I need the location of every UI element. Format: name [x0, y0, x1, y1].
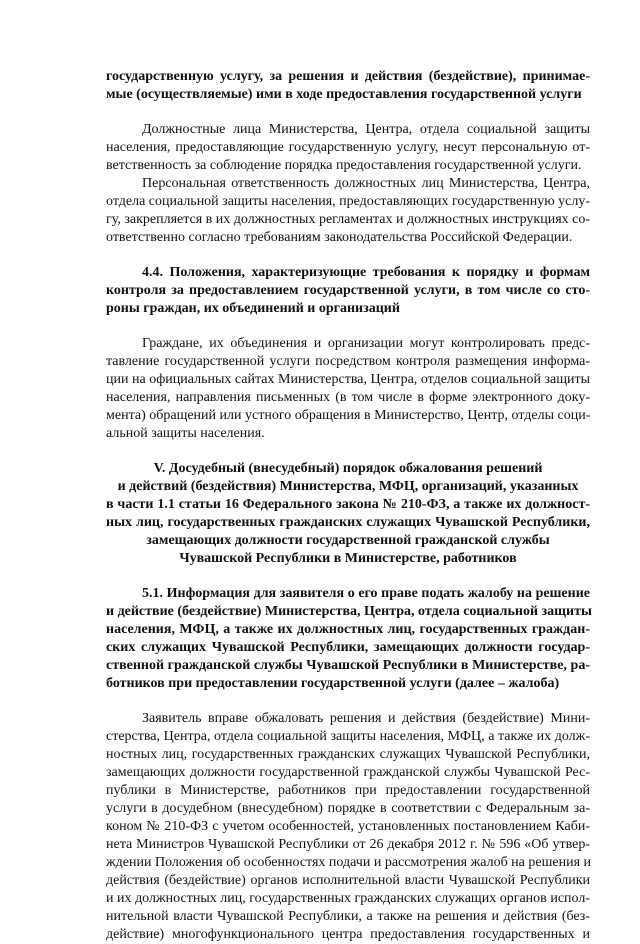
heading-line: государственную услугу, за решения и действия (бездействие), принимае- [106, 69, 590, 84]
heading-line: 5.1. Информация для заявителя о его праве подать жалобу на решение [142, 586, 590, 601]
continuation-heading [106, 68, 590, 104]
text-line: альной защиты населения. [106, 426, 265, 441]
text-line: Персональная ответственность должностных лиц Министерства, Центра, [142, 176, 590, 191]
text-line: нета Министров Чувашской Республики от 26 декабря 2012 г. № 596 «Об утвер- [106, 837, 590, 852]
heading-line: ских служащих Чувашской Республики, замещающих должности государ- [106, 640, 590, 655]
text-line: ответственно согласно требованиям законодательства Российской Федерации. [106, 230, 573, 245]
heading-line: и действие (бездействие) Министерства, Центра, отдела социальной защиты [106, 604, 592, 619]
text-line: коном № 210-ФЗ с учетом особенностей, установленных постановлением Каби- [106, 819, 590, 834]
heading-line: 4.4. Положения, характеризующие требования к порядку и формам [142, 265, 590, 280]
heading-line: контроля за предоставлением государственной услуги, в том числе со сто- [106, 283, 590, 298]
heading-line: в части 1.1 статьи 16 Федерального закона № 210-ФЗ, а также их должност- [106, 497, 590, 512]
section-v-heading [106, 460, 590, 568]
paragraph-personal-responsibility [106, 175, 590, 247]
heading-line: ственной гражданской службы Чувашской Республики в Министерстве, ра- [106, 658, 590, 673]
text-line: ции на официальных сайтах Министерства, Центра, отделов социальной защиты [106, 372, 590, 387]
text-line: нительной власти Чувашской Республики, а также на решения и действия (без- [106, 909, 590, 924]
heading-line: населения, МФЦ, а также их должностных лиц, государственных граждан- [106, 622, 590, 637]
text-line: Должностные лица Министерства, Центра, отдела социальной защиты [142, 122, 590, 137]
heading-line: V. Досудебный (внесудебный) порядок обжалования решений [153, 461, 543, 476]
text-line: ждении Положения об особенностях подачи и рассмотрения жалоб на решения и [106, 855, 592, 870]
text-line: и их должностных лиц, государственных гражданских служащих органов испол- [106, 891, 590, 906]
heading-line: роны граждан, их объединений и организаций [106, 301, 400, 316]
text-line: действия (бездействие) органов исполнительной власти Чувашской Республики [106, 873, 590, 888]
heading-line: ных лиц, государственных гражданских служащих Чувашской Республики, [106, 515, 590, 530]
text-line: Граждане, их объединения и организации могут контролировать предс- [142, 336, 590, 351]
paragraph-citizen-control [106, 335, 590, 443]
text-line: мента) обращений или устного обращения в Министерство, Центр, отделы соци- [106, 408, 591, 423]
text-line: отдела социальной защиты населения, предоставляющих государственную услу- [106, 194, 591, 209]
text-line: ностных лиц, государственных гражданских служащих Чувашской Республики, [106, 747, 590, 762]
heading-line: мые (осуществляемые) ими в ходе предоставления государственной услуги [106, 87, 582, 102]
text-line: тавление государственной услуги посредством контроля размещения информа- [106, 354, 590, 369]
section-4-4-heading [106, 264, 590, 318]
heading-line: Чувашской Республики в Министерстве, работников [179, 551, 517, 566]
text-line: замещающих должности государственной гражданской службы Чувашской Рес- [106, 765, 590, 780]
text-line: ветственность за соблюдение порядка предоставления государственной услуги. [106, 158, 582, 173]
text-line: действие) многофункционального центра предоставления государственных и [106, 927, 590, 942]
text-line: публики в Министерстве, работников при предоставлении государственной [106, 783, 590, 798]
heading-line: ботников при предоставлении государственной услуги (далее – жалоба) [106, 676, 560, 691]
heading-line: замещающих должности государственной гражданской службы [146, 533, 550, 548]
heading-line: и действий (бездействия) Министерства, МФЦ, организаций, указанных [117, 479, 579, 494]
paragraph-appeal-right [106, 710, 590, 944]
text-line: населения, направления письменных (в том числе в форме электронного доку- [106, 390, 590, 405]
text-line: стерства, Центра, отдела социальной защиты населения, МФЦ, а также их долж- [106, 729, 590, 744]
text-line: населения, предоставляющие государственную услугу, несут персональную от- [106, 140, 590, 155]
text-line: гу, закрепляется в их должностных регламентах и должностных инструкциях со- [106, 212, 591, 227]
text-line: услуги в досудебном (внесудебном) порядке в соответствии с Федеральным за- [106, 801, 590, 816]
section-5-1-heading [106, 585, 590, 693]
paragraph-responsibility [106, 121, 590, 175]
text-line: Заявитель вправе обжаловать решения и действия (бездействие) Мини- [142, 711, 590, 726]
